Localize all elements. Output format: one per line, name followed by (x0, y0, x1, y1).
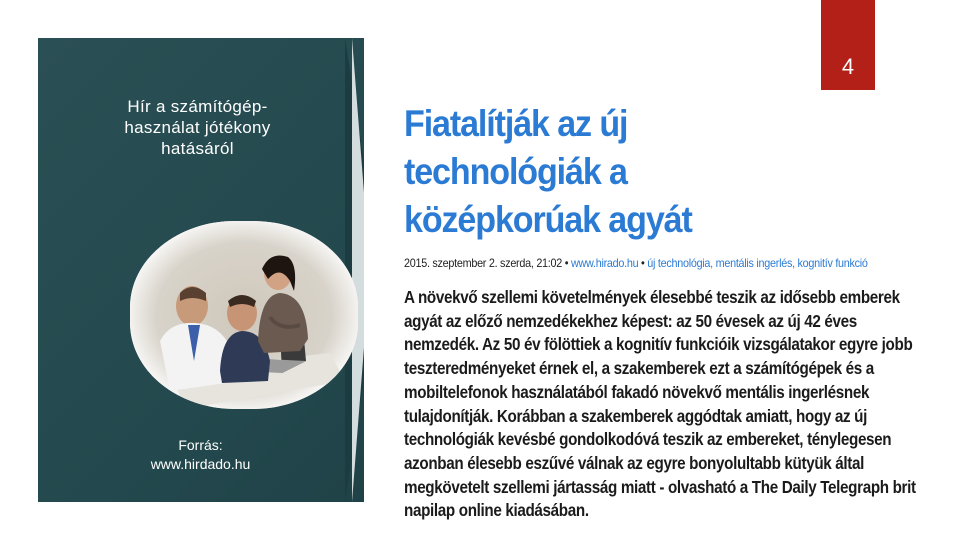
article-body: A növekvő szellemi követelmények élesebbé teszik az idősebb emberek agyát az előző nemzedékekhez képest: az 50 évesek az új 42 éves nemzedék. Az 50 év fölöttiek a kognitív funkcióik vizsgálatakor egyre jobb teszteredményeket érnek el, a szakemberek ezt a számítógépek és a mobiltelefonok használatából fakadó növekvő mentális ingerlésnek tulajdonítják. Korábban a szakemberek aggódtak amiatt, hogy az új technológiák kevésbé gondolkodóvá teszik az embereket, ténylegesen azonban élesebb eszűvé válnak az egyre bonyolultabb kütyük által megkövetelt szellemi jártasság miatt - olvasható a The Daily Telegraph brit napilap online kiadásában. (404, 287, 916, 521)
article-site-link[interactable]: www.hirado.hu (570, 256, 639, 270)
left-panel (38, 38, 380, 502)
article-meta (404, 256, 872, 270)
panel-title: Hír a számítógép-használat jótékony hatásáról (124, 97, 271, 158)
news-article (404, 100, 924, 523)
slide-number-tab (821, 0, 875, 90)
source-credit (128, 436, 273, 474)
article-tags-link[interactable]: új technológia, mentális ingerlés, kognitív funkció (647, 256, 868, 270)
source-url: www.hirdado.hu (150, 456, 251, 472)
meta-separator: • (638, 256, 648, 270)
source-label: Forrás: (178, 437, 223, 453)
panel-stripe (364, 38, 380, 502)
article-date: 2015. szeptember 2. szerda, 21:02 • (404, 256, 571, 270)
office-photo-illustration (130, 221, 358, 409)
article-headline (404, 100, 882, 244)
slide-number: 4 (841, 54, 855, 79)
article-headline-text: Fiatalítják az új technológiák a középkorúak agyát (404, 103, 692, 240)
office-photo (130, 221, 358, 409)
